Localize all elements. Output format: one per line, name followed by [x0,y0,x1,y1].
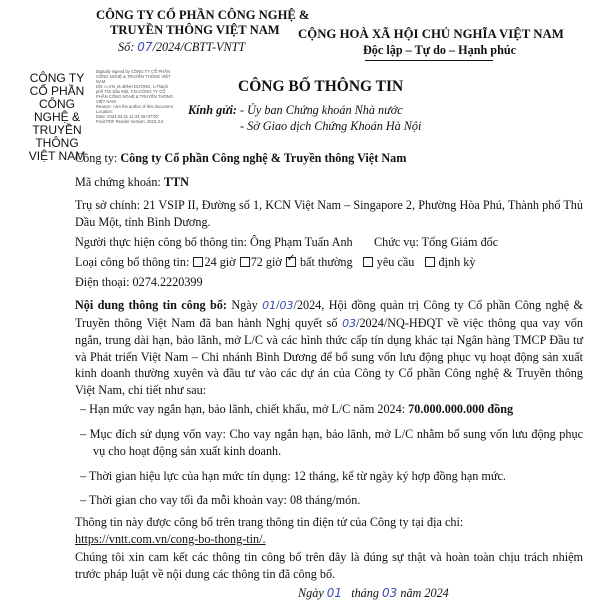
company-name-line1: CÔNG TY CỔ PHẦN CÔNG NGHỆ & [96,8,310,22]
sign-day-handwritten: 01 [326,586,343,600]
discloser: Người thực hiện công bố thông tin: Ông Phạm Tuấn Anh [75,235,353,249]
content-paragraph: Nội dung thông tin công bố: Ngày 01/03/2024, Hội đồng quản trị Công ty Cổ phần Công nghệ & Truyền thông Việt Nam đã ban hành Nghị quyết số 03/2024/NQ-HĐQT về việc thông qua vay vốn ngắn, trung dài hạn, bảo lãnh, mở L/C và các hình thức cấp tín dụng khác tại Ngân hàng TMCP Đầu tư và Phát triển Việt Nam – Chi nhánh Bình Dương để bổ sung vốn lưu động phục vụ hoạt động sản xuất kinh doanh thường xuyên và đầu tư vào các dự án của Công ty Cổ phần Công nghệ & Truyền thông Việt Nam, chi tiết như sau: [75,298,584,397]
commitment: Chúng tôi xin cam kết các thông tin công bố trên đây là đúng sự thật và hoàn toàn chịu trách nhiệm trước pháp luật về nội dung các thông tin đã công bố. [75,550,583,581]
ticker-value: TTN [163,175,189,189]
resolution-number-handwritten: 03 [342,316,357,330]
address: Trụ sở chính: 21 VSIP II, Đường số 1, KCN Việt Nam – Singapore 2, Phường Hòa Phú, Thành phố Thủ Dầu Một, tỉnh Bình Dương. [75,198,583,229]
company-name-line2: TRUYỀN THÔNG VIỆT NAM [110,23,280,37]
document-title: CÔNG BỐ THÔNG TIN [238,78,404,95]
recipient-item: - Sở Giao dịch Chứng Khoán Hà Nội [240,119,422,133]
motto-underline [365,60,493,61]
digital-signature-name: CÔNG TY CỔ PHẦN CÔNG NGHỆ & TRUYỀN THÔNG VIỆT NAM [28,71,86,163]
content-item: – Thời gian cho vay tối đa mỗi khoản vay: 08 tháng/món. [80,493,361,507]
checkbox-irregular[interactable] [286,257,296,267]
document-number-handwritten: 07 [137,40,153,54]
date-day-handwritten: 01 [262,299,277,312]
content-item: – Hạn mức vay ngắn hạn, bảo lãnh, chiết khấu, mở L/C năm 2024: 70.000.000.000 đồng [80,402,514,416]
ticker-line: Mã chứng khoán: TTN [75,175,189,189]
sign-date: Ngày 01 tháng 03 năm 2024 [298,586,449,600]
disclosure-type-line: Loại công bố thông tin: 24 giờ 72 giờ ✓ bất thường yêu cầu định kỳ [75,255,475,270]
checkbox-on-request[interactable] [363,257,373,267]
sign-month-handwritten: 03 [382,586,398,600]
content-item: – Thời gian hiệu lực của hạn mức tín dụng: 12 tháng, kể từ ngày ký hợp đồng hạn mức. [80,469,506,483]
date-month-handwritten: 03 [279,299,294,312]
company-value: Công ty Cổ phần Công nghệ & Truyền thông Việt Nam [120,151,407,165]
website-paragraph: Thông tin này được công bố trên trang thông tin điện tử của Công ty tại địa chỉ: https://vntt.com.vn/cong-bo-thong-tin/. [75,515,464,546]
phone: Điện thoại: 0274.2220399 [75,275,203,289]
national-title: CỘNG HOÀ XÃ HỘI CHỦ NGHĨA VIỆT NAM [298,27,564,41]
recipient-item: - Ủy ban Chứng khoán Nhà nước [240,103,403,117]
national-motto: Độc lập – Tự do – Hạnh phúc [363,43,517,57]
website-link[interactable]: https://vntt.com.vn/cong-bo-thong-tin/. [75,531,266,546]
checkbox-24h[interactable] [193,257,203,267]
recipients-label: Kính gửi: [188,103,237,117]
checkbox-periodic[interactable] [425,257,435,267]
discloser-position: Chức vụ: Tổng Giám đốc [374,235,499,249]
content-item: – Mục đích sử dụng vốn vay: Cho vay ngắn hạn, bảo lãnh, mở L/C nhằm bổ sung vốn lưu động phục vụ cho hoạt động sản xuất kinh doanh. [80,427,583,458]
digital-signature-details: Digitally signed by CÔNG TY CỔ PHẦN CÔNG NGHỆ & TRUYỀN THÔNG VIỆT NAM DN: c=VN, st=BÌNH DƯƠNG, l=Thành phố Thủ Dầu Một, CN=CÔNG TY CỔ PHẦN CÔNG NGHỆ & TRUYỀN THÔNG VIỆT NAM Reason: I am the author of this document Location: Date: 2024.03.01 11:34:45+07'00' Foxit PDF Reader Version: 2023.3.0 [96,69,174,124]
checkbox-72h[interactable] [240,257,250,267]
company-line: Công ty: Công ty Cổ phần Công nghệ & Truyền thông Việt Nam [75,151,407,165]
document-number: Số: 07/2024/CBTT-VNTT [118,40,246,54]
